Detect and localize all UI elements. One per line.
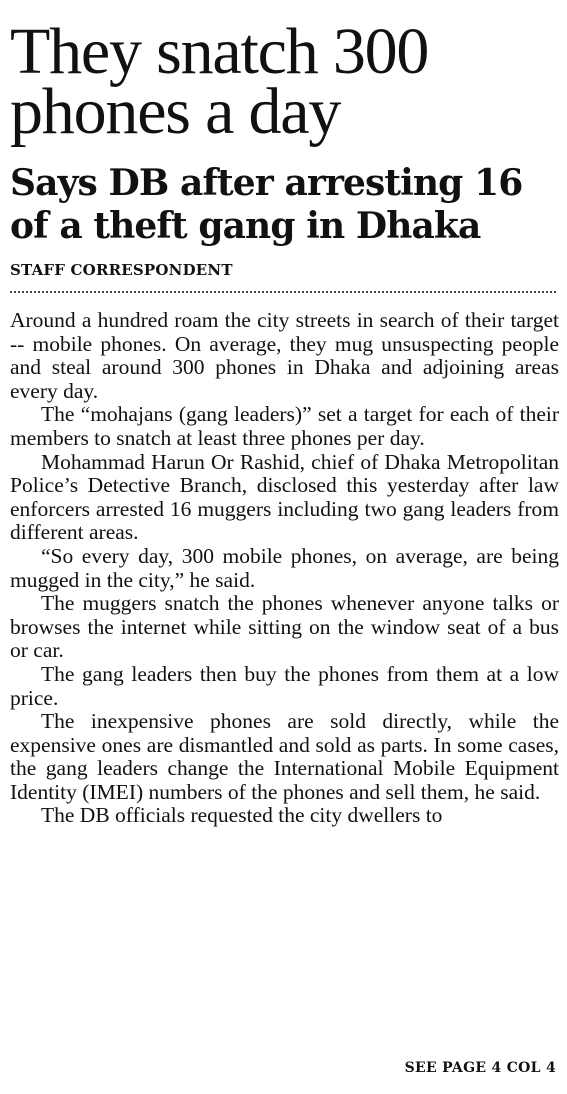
article-body: [10, 309, 559, 828]
paragraph: “So every day, 300 mobile phones, on average, are being mugged in the city,” he said.: [10, 543, 559, 592]
paragraph: The “mohajans (gang leaders)” set a target for each of their members to snatch at least three phones per day.: [10, 402, 559, 450]
subheadline-line-1: Says DB after arresting 16: [10, 162, 523, 204]
dotted-divider: [10, 291, 556, 293]
continued-on-page-reference: SEE PAGE 4 COL 4: [404, 1060, 556, 1076]
headline-line-2: phones a day: [10, 75, 341, 148]
paragraph: The muggers snatch the phones whenever anyone talks or browses the internet while sitting on the window seat of a bus or car.: [10, 591, 559, 663]
headline: [10, 0, 559, 148]
byline: STAFF CORRESPONDENT: [10, 261, 233, 279]
paragraph: Around a hundred roam the city streets in search of their target -- mobile phones. On average, they mug unsuspecting people and steal around 300 phones in Dhaka and adjoining areas every day.: [10, 308, 559, 403]
subheadline-line-2: of a theft gang in Dhaka: [10, 205, 481, 247]
headline-line-1: They snatch 300: [10, 15, 429, 88]
subheadline: [10, 162, 559, 248]
paragraph: The gang leaders then buy the phones from them at a low price.: [10, 661, 559, 710]
news-article: [10, 0, 559, 828]
paragraph: The inexpensive phones are sold directly, while the expensive ones are dismantled and sold as parts. In some cases, the gang leaders change the International Mobile Equipment Identity (IMEI) numbers of the phones and sell them, he said.: [10, 709, 559, 804]
paragraph: The DB officials requested the city dwellers to: [41, 803, 443, 828]
paragraph: Mohammad Harun Or Rashid, chief of Dhaka Metropolitan Police’s Detective Branch, disclosed this yesterday after law enforcers arrested 16 muggers including two gang leaders from different areas.: [10, 449, 559, 545]
